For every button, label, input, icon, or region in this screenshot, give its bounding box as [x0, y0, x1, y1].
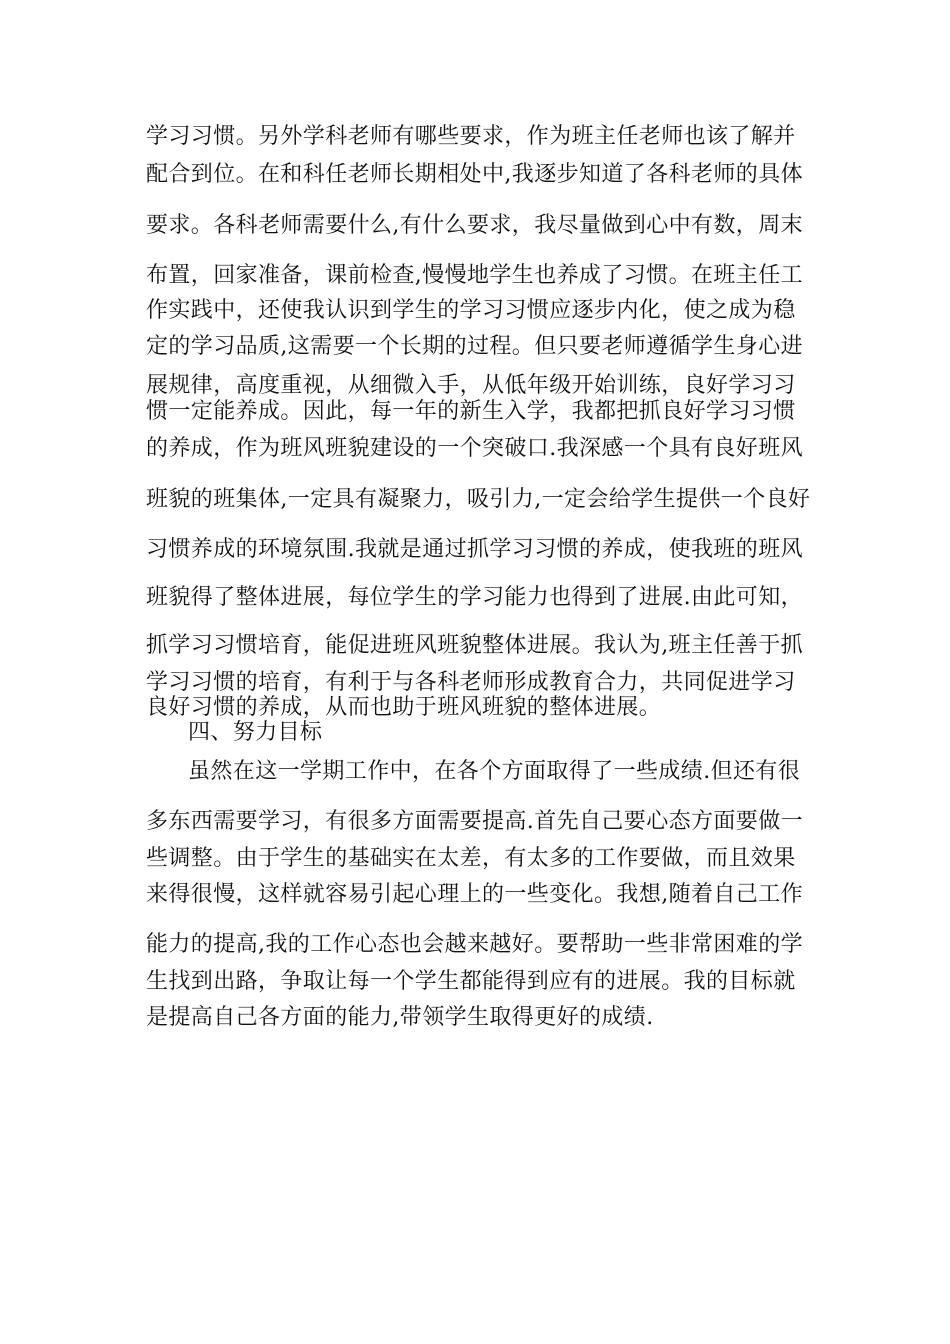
body-line: 学习习惯。另外学科老师有哪些要求，作为班主任老师也该了解并 — [146, 124, 796, 149]
body-line: 班貌得了整体进展，每位学生的学习能力也得到了进展.由此可知， — [146, 585, 803, 610]
body-line: 能力的提高,我的工作心态也会越来越好。要帮助一些非常困难的学 — [146, 932, 803, 957]
body-line: 虽然在这一学期工作中，在各个方面取得了一些成绩.但还有很 — [188, 759, 801, 784]
body-line: 要求。各科老师需要什么,有什么要求，我尽量做到心中有数，周末 — [146, 213, 803, 238]
body-line: 些调整。由于学生的基础实在太差，有太多的工作要做，而且效果 — [146, 846, 796, 871]
body-line: 抓学习习惯培育，能促进班风班貌整体进展。我认为,班主任善于抓 — [146, 633, 803, 658]
body-line: 是提高自己各方面的能力,带领学生取得更好的成绩. — [146, 1005, 654, 1030]
body-line: 布置，回家准备，课前检查,慢慢地学生也养成了习惯。在班主任工 — [146, 263, 803, 288]
body-line: 的养成，作为班风班貌建设的一个突破口.我深感一个具有良好班风 — [146, 436, 803, 461]
body-line: 来得很慢，这样就容易引起心理上的一些变化。我想,随着自己工作 — [146, 882, 803, 907]
body-line: 展规律，高度重视，从细微入手，从低年级开始训练，良好学习习 — [146, 373, 796, 398]
body-line: 班貌的班集体,一定具有凝聚力，吸引力,一定会给学生提供一个良好 — [146, 487, 811, 512]
body-line: 惯一定能养成。因此，每一年的新生入学，我都把抓良好学习习惯 — [146, 399, 796, 424]
body-line: 学习习惯的培育，有利于与各科老师形成教育合力，共同促进学习 — [146, 670, 796, 695]
body-line: 生找到出路，争取让每一个学生都能得到应有的进展。我的目标就 — [146, 969, 796, 994]
body-line: 良好习惯的养成，从而也助于班风班貌的整体进展。 — [146, 695, 662, 720]
body-line: 多东西需要学习，有很多方面需要提高.首先自己要心态方面要做一 — [146, 809, 803, 834]
body-line: 习惯养成的环境氛围.我就是通过抓学习习惯的养成，使我班的班风 — [146, 537, 803, 562]
body-line: 定的学习品质,这需要一个长期的过程。但只要老师遵循学生身心进 — [146, 334, 803, 359]
section-heading: 四、努力目标 — [188, 720, 323, 745]
body-line: 作实践中，还使我认识到学生的学习习惯应逐步内化，使之成为稳 — [146, 298, 796, 323]
body-line: 配合到位。在和科任老师长期相处中,我逐步知道了各科老师的具体 — [146, 162, 803, 187]
